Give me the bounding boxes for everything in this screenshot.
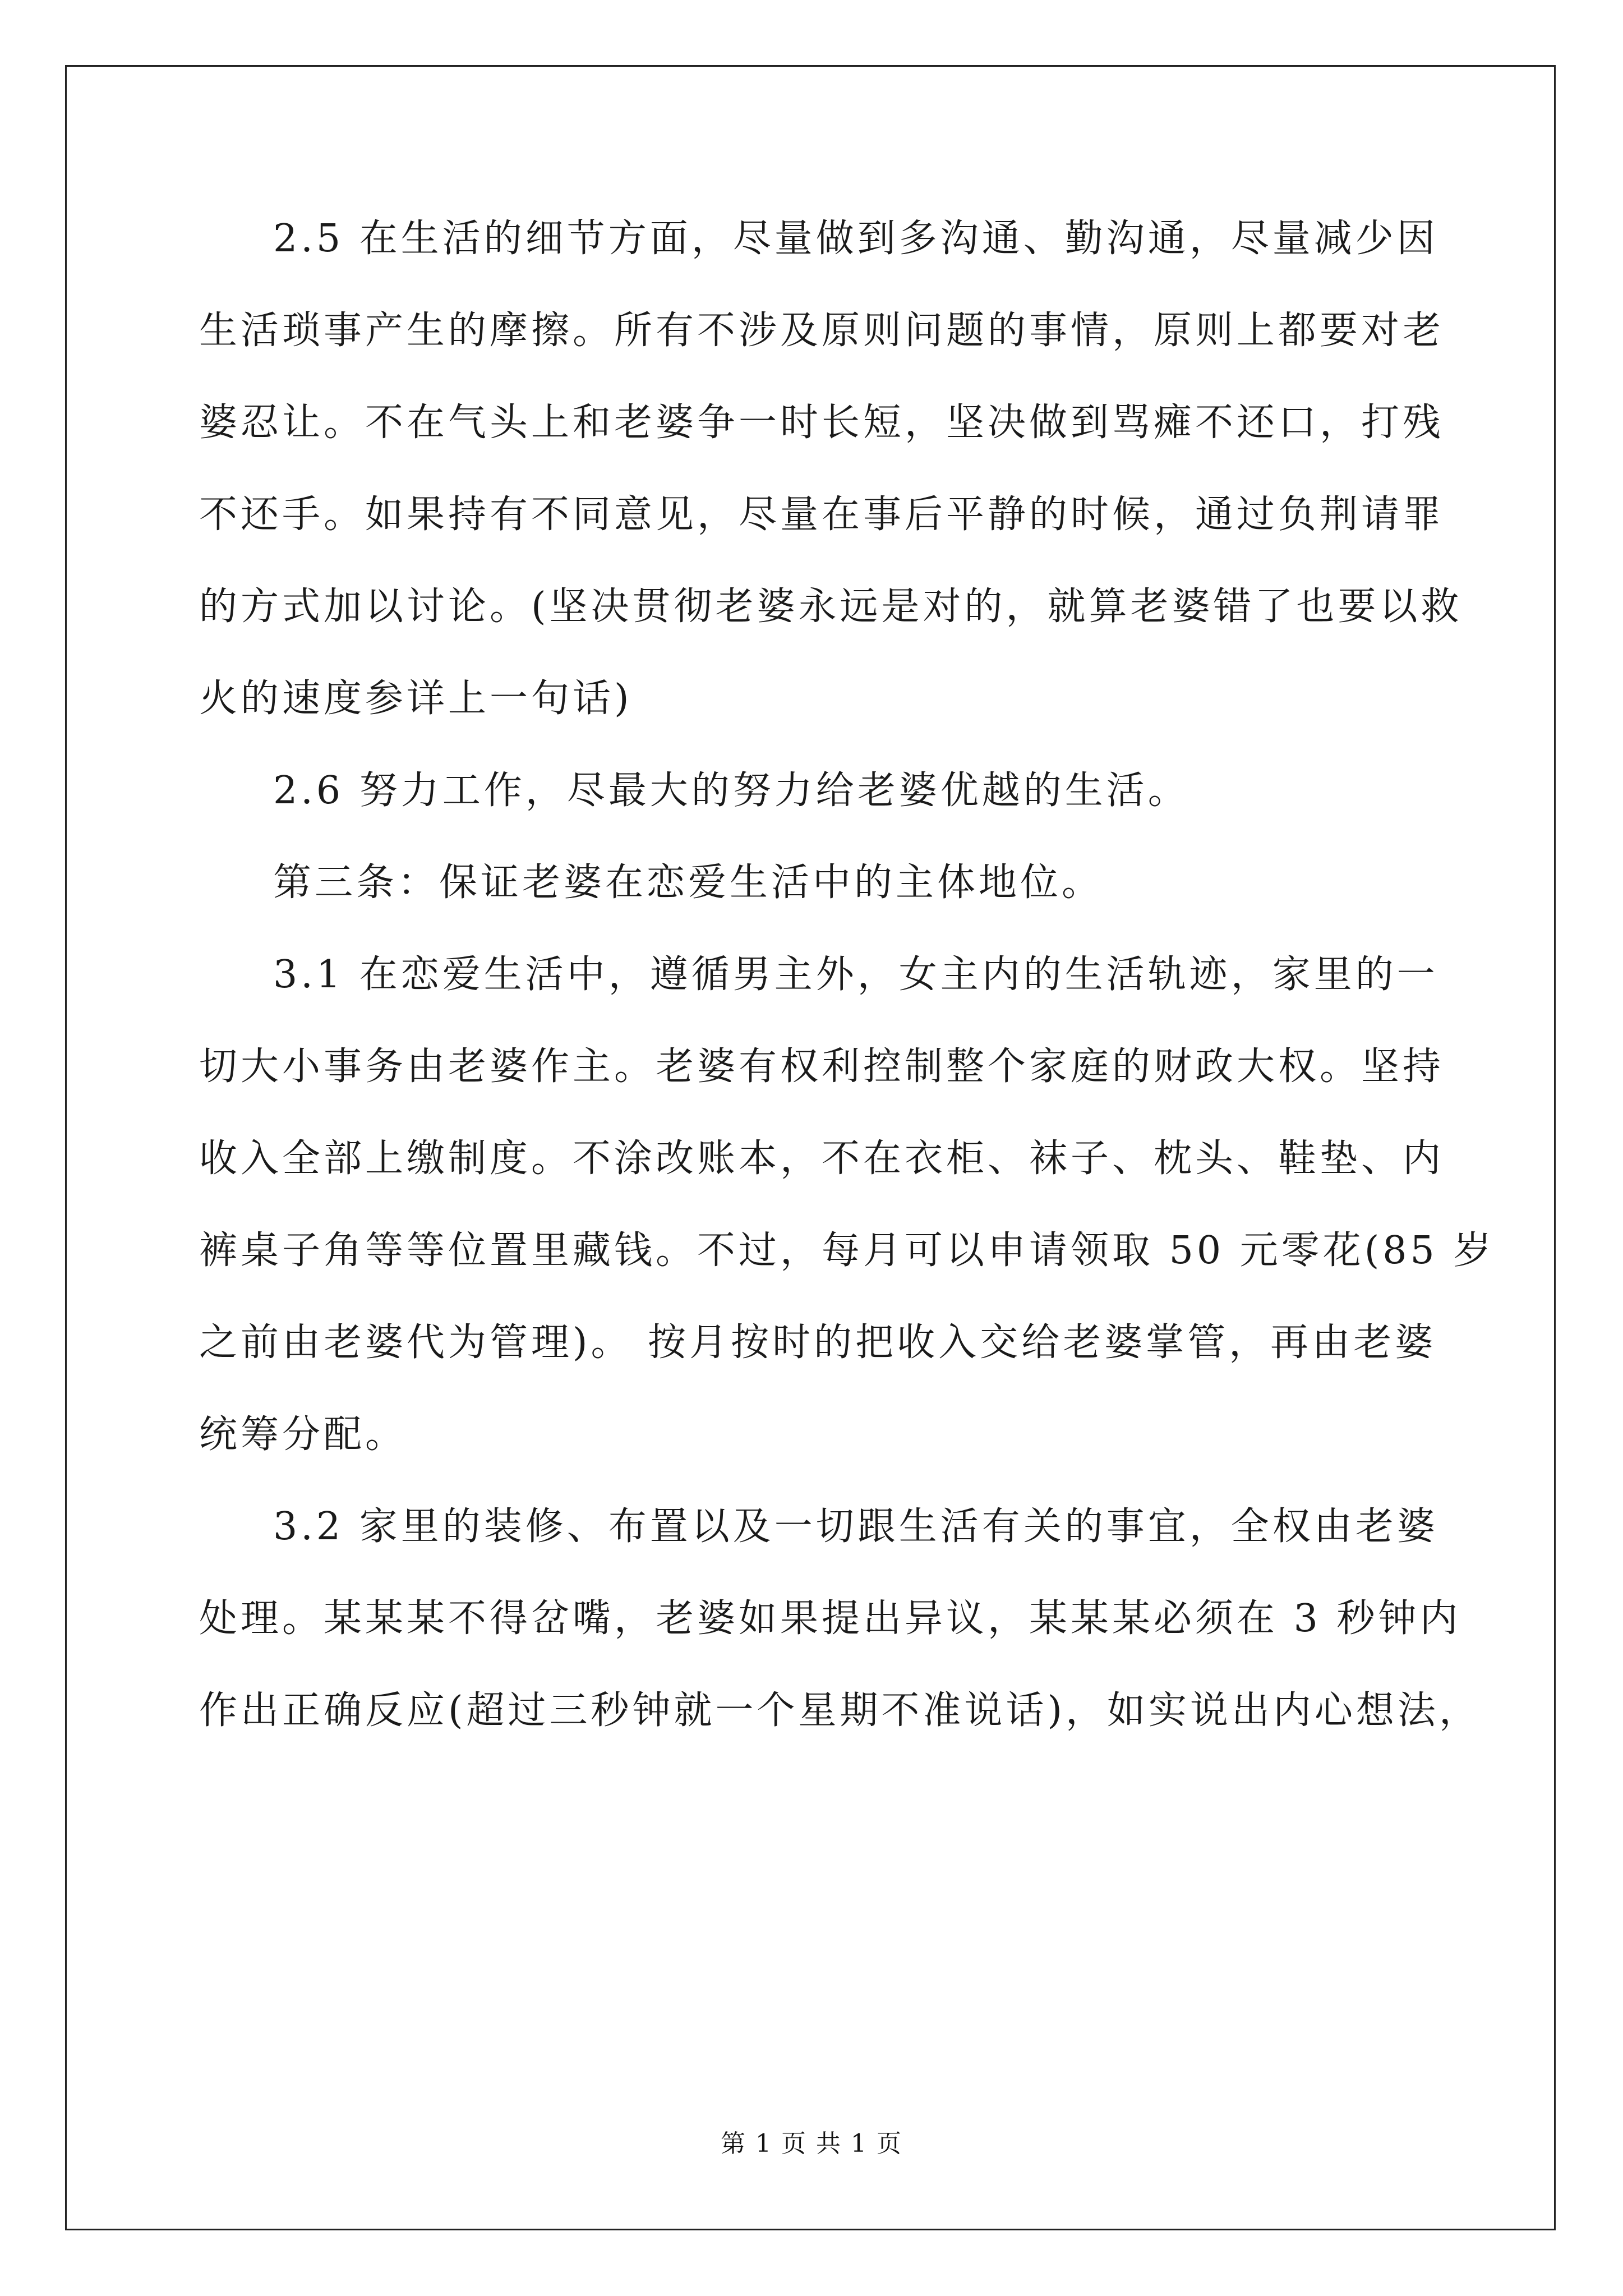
text-line: 处理。某某某不得岔嘴，老婆如果提出异议，某某某必须在 3 秒钟内 [199,1596,1461,1641]
text-line: 2.6 努力工作，尽最大的努力给老婆优越的生活。 [273,769,1189,813]
text-line: 不还手。如果持有不同意见，尽量在事后平静的时候，通过负荆请罪 [199,493,1445,537]
text-line: 3.1 在恋爱生活中，遵循男主外，女主内的生活轨迹，家里的一 [273,953,1438,997]
section-heading: 第三条：保证老婆在恋爱生活中的主体地位。 [273,861,1104,905]
text-line: 生活琐事产生的摩擦。所有不涉及原则问题的事情，原则上都要对老 [199,309,1445,353]
text-line: 统筹分配。 [199,1412,407,1457]
text-line: 3.2 家里的装修、布置以及一切跟生活有关的事宜，全权由老婆 [273,1504,1438,1549]
text-line: 作出正确反应(超过三秒钟就一个星期不准说话)，如实说出内心想法， [199,1688,1481,1733]
text-line: 之前由老婆代为管理)。 按月按时的把收入交给老婆掌管，再由老婆 [199,1320,1437,1365]
text-line: 裤桌子角等等位置里藏钱。不过，每月可以申请领取 50 元零花(85 岁 [199,1228,1495,1273]
text-line: 的方式加以讨论。(坚决贯彻老婆永远是对的，就算老婆错了也要以救 [199,585,1463,629]
text-line: 2.5 在生活的细节方面，尽量做到多沟通、勤沟通，尽量减少因 [273,217,1438,261]
text-line: 切大小事务由老婆作主。老婆有权利控制整个家庭的财政大权。坚持 [199,1045,1445,1089]
page-footer: 第 1 页 共 1 页 [721,2129,902,2158]
text-line: 婆忍让。不在气头上和老婆争一时长短，坚决做到骂瘫不还口，打残 [199,401,1445,445]
text-line: 火的速度参详上一句话) [199,677,633,721]
text-line: 收入全部上缴制度。不涂改账本，不在衣柜、袜子、枕头、鞋垫、内 [199,1137,1445,1181]
